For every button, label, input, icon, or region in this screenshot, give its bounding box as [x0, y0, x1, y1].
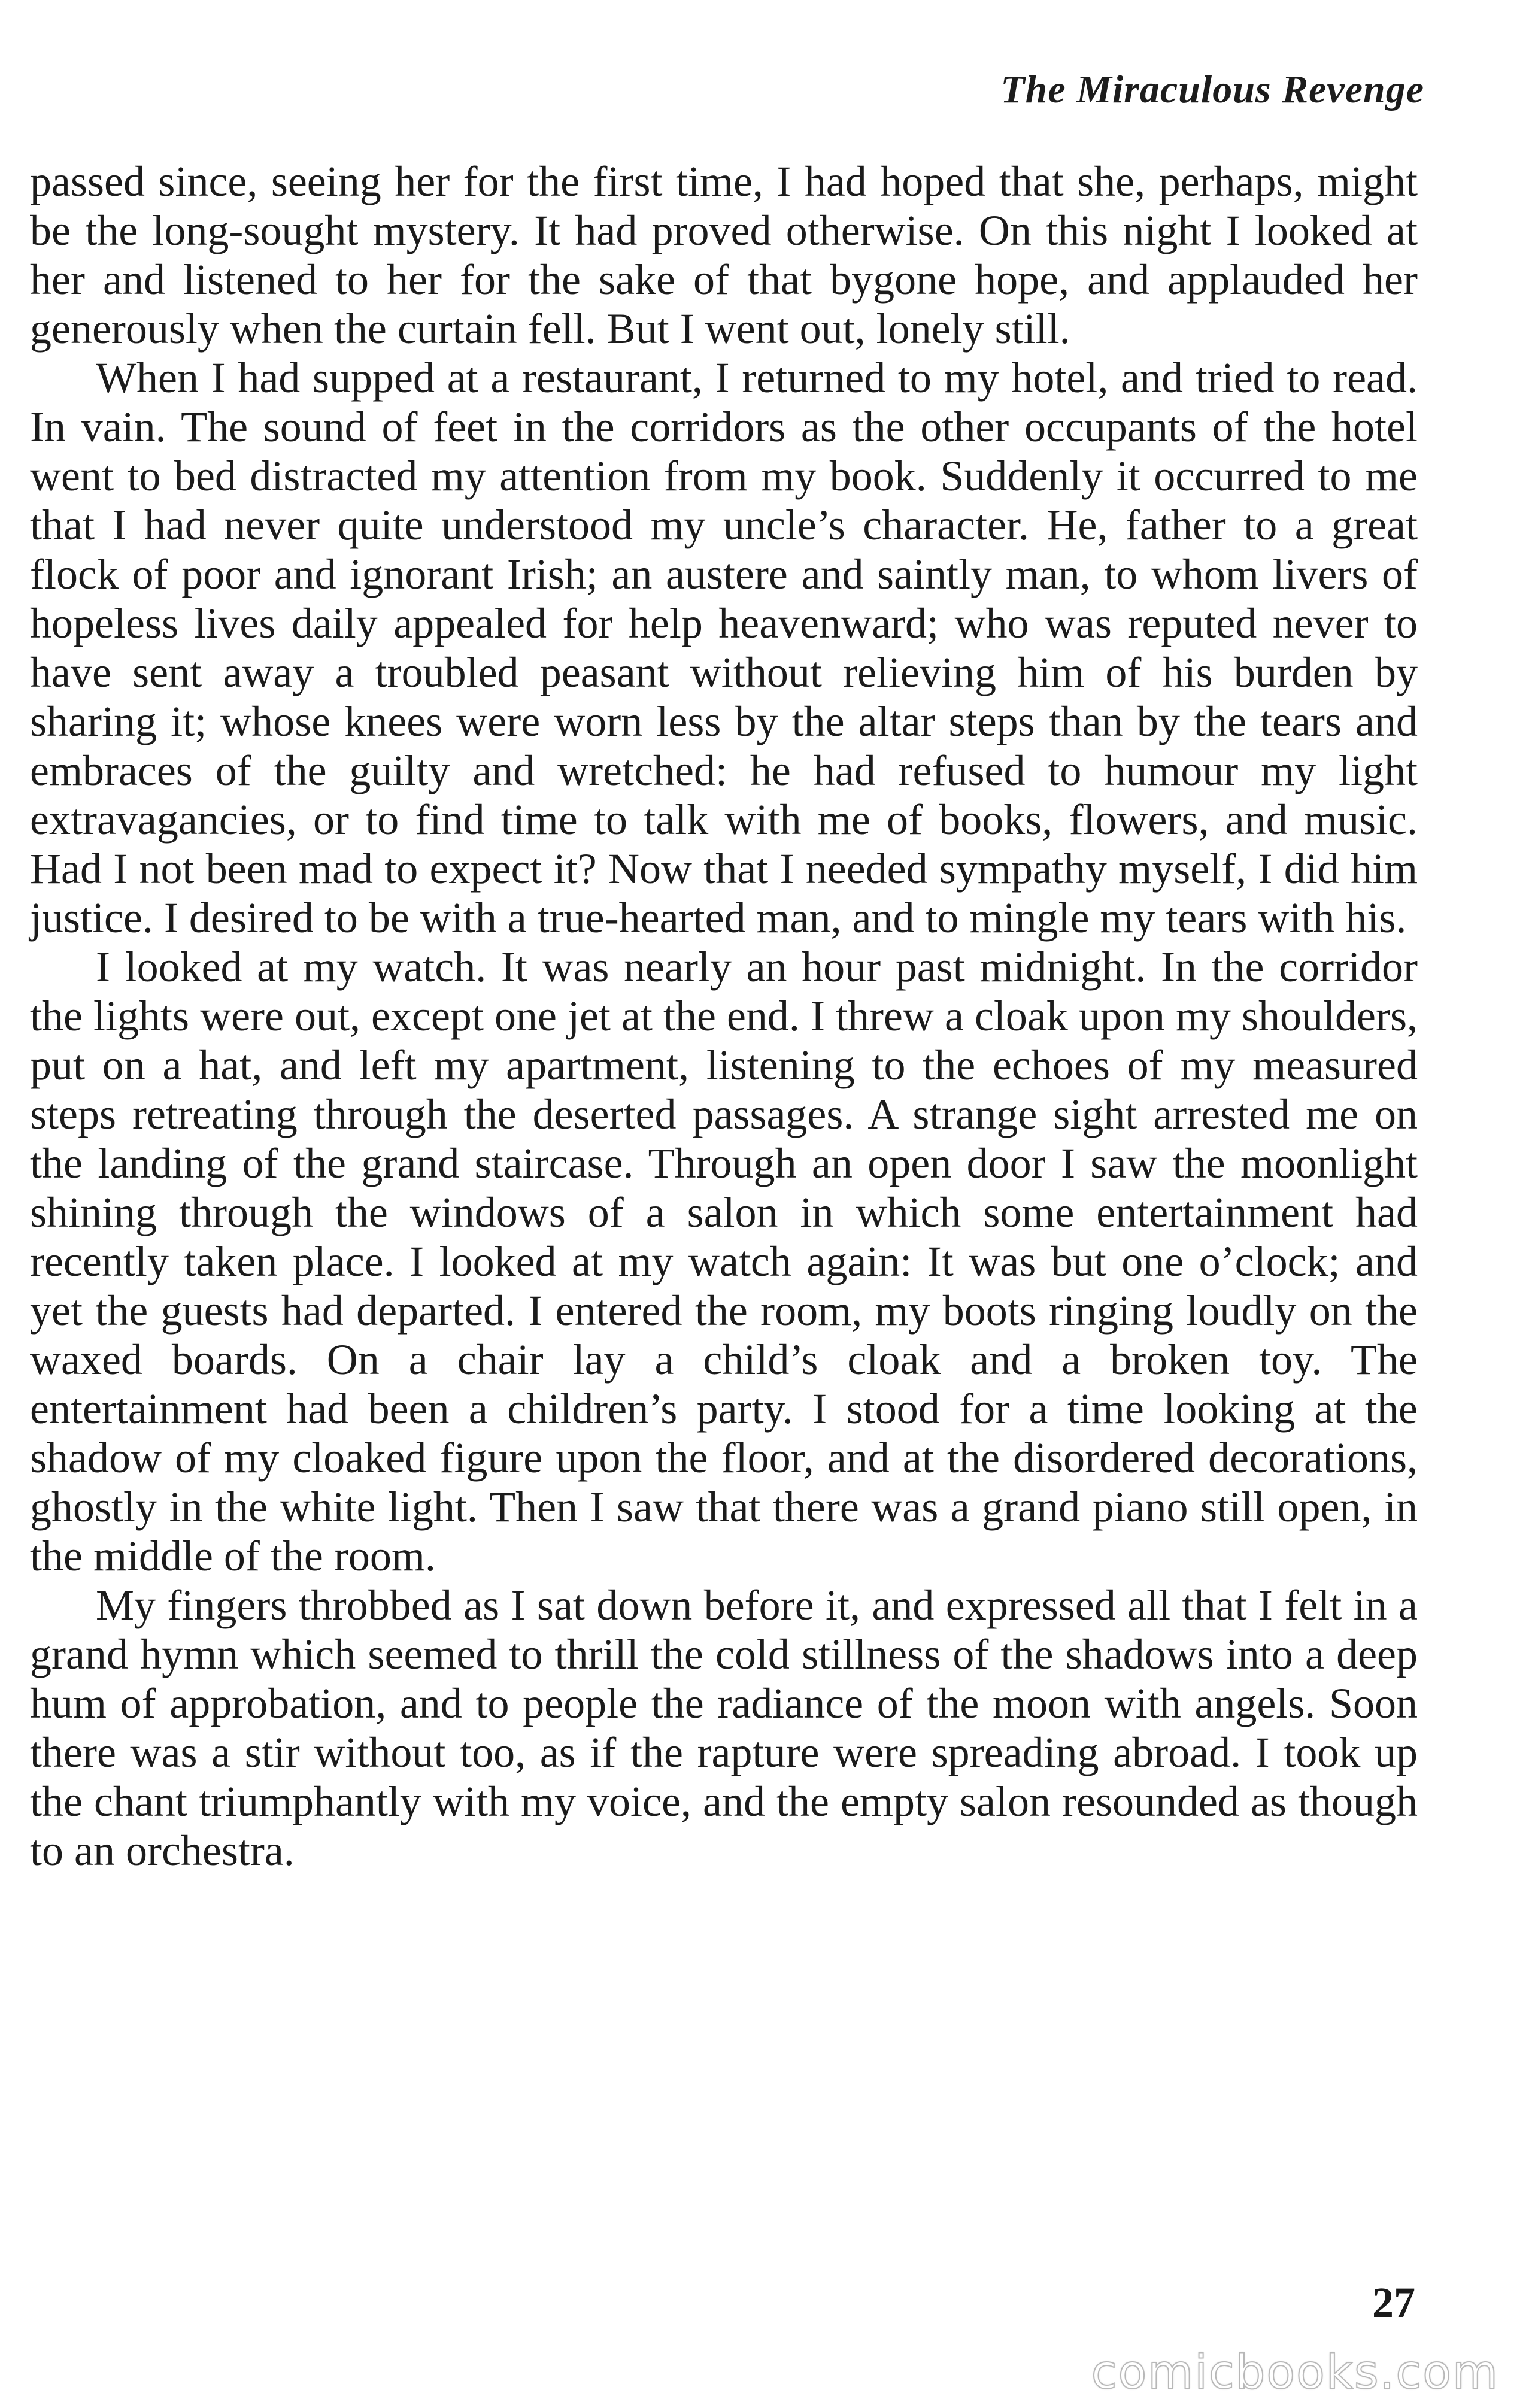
paragraph-3: I looked at my watch. It was nearly an hour past midnight. In the corridor the lights were out, except one jet at the end. I threw a cloak upon my shoulders, put on a hat, and left my apartment, listening to the echoes of my measured steps retreating through the deserted passages. A strange sight arrested me on the landing of the grand staircase. Through an open door I saw the moonlight shining through the windows of a salon in which some entertainment had recently taken place. I looked at my watch again: It was but one o’clock; and yet the guests had departed. I entered the room, my boots ringing loudly on the waxed boards. On a chair lay a child’s cloak and a broken toy. The entertainment had been a children’s party. I stood for a time looking at the shadow of my cloaked figure upon the floor, and at the disordered decorations, ghostly in the white light. Then I saw that there was a grand piano still open, in the middle of the room.: [30, 943, 1418, 1580]
page-number: 27: [1372, 2279, 1415, 2327]
paragraph-4: My fingers throbbed as I sat down before it, and expressed all that I felt in a grand hymn which seemed to thrill the cold stillness of the shadows into a deep hum of approbation, and to people the radiance of the moon with angels. Soon there was a stir without too, as if the rapture were spreading abroad. I took up the chant triumphantly with my voice, and the empty salon resounded as though to an orchestra.: [30, 1581, 1418, 1875]
paragraph-2: When I had supped at a restaurant, I returned to my hotel, and tried to read. In vain. The sound of feet in the corridors as the other occupants of the hotel went to bed distracted my attention from my book. Suddenly it occurred to me that I had never quite understood my uncle’s character. He, father to a great flock of poor and ignorant Irish; an austere and saintly man, to whom livers of hopeless lives daily appealed for help heavenward; who was reputed never to have sent away a troubled peasant without relieving him of his burden by sharing it; whose knees were worn less by the altar steps than by the tears and embraces of the guilty and wretched: he had refused to humour my light extravagancies, or to find time to talk with me of books, flowers, and music. Had I not been mad to expect it? Now that I needed sympathy myself, I did him justice. I desired to be with a true-hearted man, and to mingle my tears with his.: [30, 354, 1418, 942]
body-text: [30, 157, 1418, 1875]
paragraph-1: passed since, seeing her for the first time, I had hoped that she, perhaps, might be the long-sought mystery. It had proved otherwise. On this night I looked at her and listened to her for the sake of that bygone hope, and applauded her generously when the curtain fell. But I went out, lonely still.: [30, 157, 1418, 353]
running-head: The Miraculous Revenge: [1000, 68, 1424, 111]
watermark-logo: comicbooks.com: [1091, 2346, 1499, 2400]
